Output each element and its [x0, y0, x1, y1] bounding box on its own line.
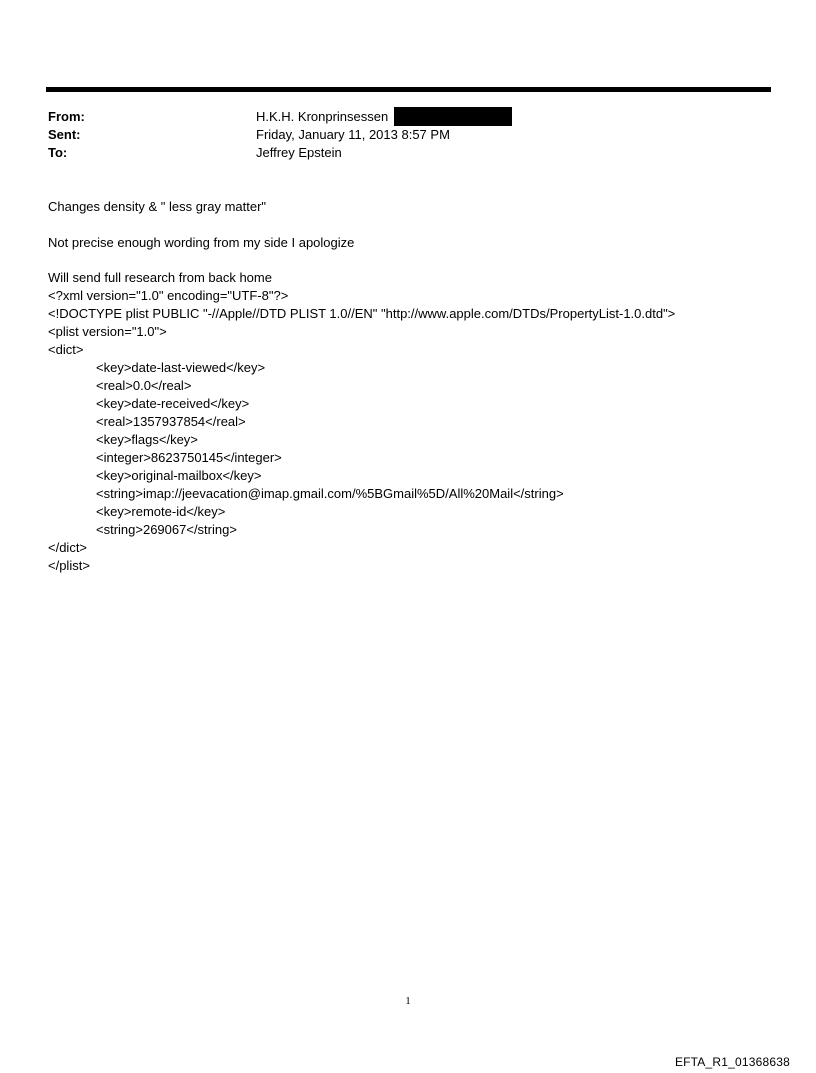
page-number: 1	[405, 995, 411, 1007]
to-value: Jeffrey Epstein	[256, 145, 342, 160]
plist-entry: <integer>8623750145</integer>	[96, 450, 282, 465]
redaction-block	[394, 107, 512, 126]
sent-value: Friday, January 11, 2013 8:57 PM	[256, 127, 450, 142]
doctype-line: <!DOCTYPE plist PUBLIC "-//Apple//DTD PLIST 1.0//EN" "http://www.apple.com/DTDs/PropertyList-1.0.dtd">	[48, 306, 676, 321]
plist-entry: <string>imap://jeevacation@imap.gmail.com/%5BGmail%5D/All%20Mail</string>	[96, 486, 564, 501]
plist-entry: <key>flags</key>	[96, 432, 198, 447]
plist-entry: <key>original-mailbox</key>	[96, 468, 262, 483]
body-line-2: Not precise enough wording from my side I apologize	[48, 235, 355, 250]
body-line-1: Changes density & " less gray matter"	[48, 199, 267, 214]
plist-entry: <key>remote-id</key>	[96, 504, 226, 519]
sent-label: Sent:	[48, 127, 81, 142]
plist-entry: <key>date-last-viewed</key>	[96, 360, 266, 375]
plist-entry: <key>date-received</key>	[96, 396, 250, 411]
plist-entry: <real>1357937854</real>	[96, 414, 246, 429]
xml-declaration: <?xml version="1.0" encoding="UTF-8"?>	[48, 288, 289, 303]
dict-close-tag: </dict>	[48, 540, 88, 555]
to-label: To:	[48, 145, 68, 160]
plist-close-tag: </plist>	[48, 558, 90, 573]
from-value: H.K.H. Kronprinsessen	[256, 109, 389, 124]
plist-entry: <string>269067</string>	[96, 522, 237, 537]
from-label: From:	[48, 109, 85, 124]
bates-number: EFTA_R1_01368638	[674, 1055, 790, 1069]
plist-entry: <real>0.0</real>	[96, 378, 192, 393]
body-line-3: Will send full research from back home	[48, 270, 272, 285]
plist-open-tag: <plist version="1.0">	[48, 324, 167, 339]
header-rule	[46, 87, 771, 92]
dict-open-tag: <dict>	[48, 342, 84, 357]
